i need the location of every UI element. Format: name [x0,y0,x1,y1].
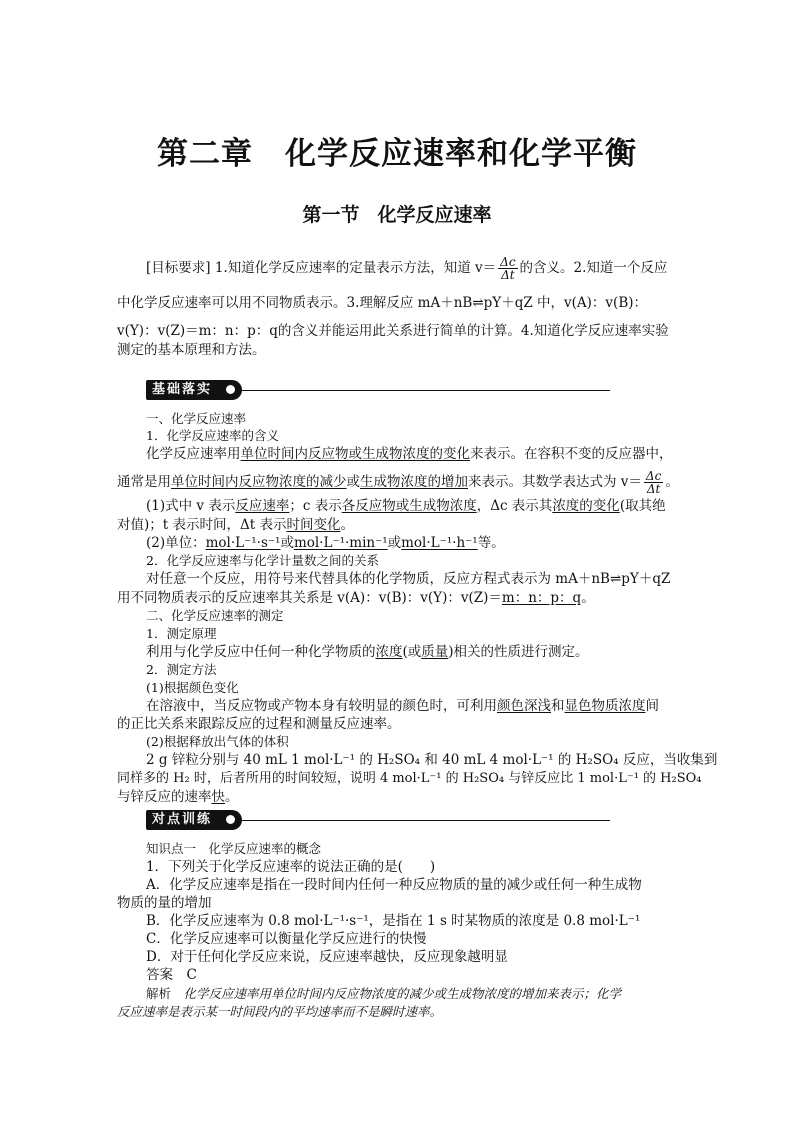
text: 或 [387,535,402,551]
text: 。 [225,789,239,805]
heading-2-2a: (1)根据颜色变化 [146,680,239,695]
para-2 [117,470,677,495]
heading-1-2: 2．化学反应速率与化学计量数之间的关系 [146,553,379,568]
text: (取其绝 [619,498,666,514]
frac-num: Δc [645,469,662,483]
banner-label: 基础落实 [146,380,242,400]
blank-answer: 反应速率 [235,498,290,514]
heading-2-2: 2．测定方法 [146,662,217,677]
answer [146,966,677,984]
goals-line-2: 中化学反应速率可以用不同物质表示。3.理解反应 mA＋nB⇌pY＋qZ 中，v(A)：v(B)： [117,295,648,311]
para-3 [146,497,677,515]
banner-dot-icon [226,815,235,824]
para-13 [117,788,677,806]
text: )相关的性质进行测定。 [448,644,589,660]
analysis-label: 解析 [146,986,172,1001]
section-name: 化学反应速率 [377,204,492,226]
blank-answer: 各反应物或生成物浓度 [341,498,477,514]
option-c: C．化学反应速率可以衡量化学反应进行的快慢 [146,931,427,947]
blank-answer: 单位时间内 [171,474,239,490]
frac-den: Δt [501,268,515,282]
option-b: B．化学反应速率为 0.8 mol·L⁻¹·s⁻¹，是指在 1 s 时某物质的浓度是 0.8 mol·L⁻¹ [146,913,641,929]
analysis-line2: 反应速率是表示某一时间段内的平均速率而不是瞬时速率。 [117,1004,443,1019]
goals-text: 的含义。2.知道一个反应 [519,260,668,276]
text: (2)单位： [146,535,206,551]
text: 。 [581,590,595,606]
banner-dot-icon [226,385,235,394]
goals-line-4: 测定的基本原理和方法。 [117,342,266,358]
blank-answer: 反应物浓度的减少 [238,474,347,490]
blank-answer: 颜色深浅 [497,698,551,714]
text: 间 [645,698,659,714]
frac-den: Δt [646,482,661,496]
blank-answer: mol·L⁻¹·s⁻¹ [205,535,281,551]
para-7 [117,589,677,607]
para-1 [146,445,677,463]
text: ，Δc 表示其 [476,498,553,514]
heading-1-1: 1．化学反应速率的含义 [146,428,279,443]
text: 通常是用 [117,474,171,490]
goals-line-3: v(Y)：v(Z)＝m：n：p：q的含义并能运用此关系进行简单的计算。4.知道化学反应速率实验 [117,323,669,339]
blank-answer: 单位时间内 [240,446,308,462]
para-12: 同样多的 H₂ 时，后者所用的时间较短，说明 4 mol·L⁻¹ 的 H₂SO₄ 与锌反应比 1 mol·L⁻¹ 的 H₂SO₄ [117,771,702,786]
heading-2: 二、化学反应速率的测定 [146,608,284,623]
banner-rule [242,390,610,391]
para-4 [117,516,677,534]
text: 或 [346,474,360,490]
blank-answer: 反应物或生成物浓度的变化 [308,446,470,462]
blank-answer: 快 [211,789,225,805]
fraction-dc-dt [644,470,663,495]
para-11: 2 g 锌粒分别与 40 mL 1 mol·L⁻¹ 的 H₂SO₄ 和 40 mL 4 mol·L⁻¹ 的 H₂SO₄ 反应，当收集到 [146,752,718,768]
answer-value: C [186,967,197,983]
text: 和 [551,698,565,714]
text: (或 [402,644,422,660]
text: (1)式中 v 表示 [146,498,236,514]
section-title [0,200,794,227]
text: 或 [280,535,294,551]
option-d: D．对于任何化学反应来说，反应速率越快，反应现象越明显 [146,949,508,965]
blank-answer: 生成物浓度的增加 [360,474,468,490]
blank-answer: 质量 [421,644,449,660]
text: 与锌反应的速率 [117,789,212,805]
blank-answer: 浓度 [375,644,403,660]
goals-label: [目标要求] [146,260,211,276]
para-9 [146,697,677,715]
blank-answer: 时间变化 [286,517,341,533]
text: ；c 表示 [289,498,342,514]
text: 对值)；t 表示时间，Δt 表示 [117,517,287,533]
text: 化学反应速率用 [146,446,241,462]
text: 在溶液中，当反应物或产物本身有较明显的颜色时，可利用 [146,698,497,714]
para-5 [146,534,677,552]
blank-answer: m：n：p：q [501,590,582,606]
goals-line-1 [146,256,706,281]
goals-text: 1.知道化学反应速率的定量表示方法，知道 v＝ [214,260,497,276]
blank-answer: mol·L⁻¹·h⁻¹ [401,535,478,551]
question-1: 1．下列关于化学反应速率的说法正确的是( ) [146,859,436,875]
para-8 [146,643,677,661]
blank-answer: 显色物质浓度 [564,698,646,714]
answer-label: 答案 [146,967,173,983]
text: 等。 [477,535,505,551]
option-a-line1: A．化学反应速率是指在一段时间内任何一种反应物质的量的减少或任何一种生成物 [146,877,642,893]
banner-rule [242,820,610,821]
blank-answer: mol·L⁻¹·min⁻¹ [293,535,388,551]
text: 用不同物质表示的反应速率其关系是 v(A)：v(B)：v(Y)：v(Z)＝ [117,590,502,606]
heading-1: 一、化学反应速率 [146,411,247,426]
analysis-line1 [146,985,677,1003]
para-6: 对任意一个反应，用符号来代替具体的化学物质，反应方程式表示为 mA＋nB⇌pY＋qZ [146,571,671,587]
para-10: 的正比关系来跟踪反应的过程和测量反应速率。 [117,716,401,732]
text: 来表示。其数学表达式为 v＝ [468,474,642,490]
knowledge-point: 知识点一 化学反应速率的概念 [146,841,322,856]
banner-label: 对点训练 [146,810,242,830]
text: 。 [340,517,354,533]
text: 。 [665,474,679,490]
heading-2-2b: (2)根据释放出气体的体积 [146,734,289,749]
text: 利用与化学反应中任何一种化学物质的 [146,644,376,660]
blank-answer: 浓度的变化 [552,498,620,514]
option-a-line2: 物质的量的增加 [117,895,212,911]
text: 来表示。在容积不变的反应器中， [470,446,673,462]
chapter-title: 第二章 化学反应速率和化学平衡 [157,136,637,172]
frac-num: Δc [500,255,516,269]
fraction-dc-dt [498,256,517,281]
analysis-text: 化学反应速率用单位时间内反应物浓度的减少或生成物浓度的增加来表示；化学 [183,986,622,1001]
section-number: 第一节 [302,204,360,226]
heading-2-1: 1．测定原理 [146,626,217,641]
